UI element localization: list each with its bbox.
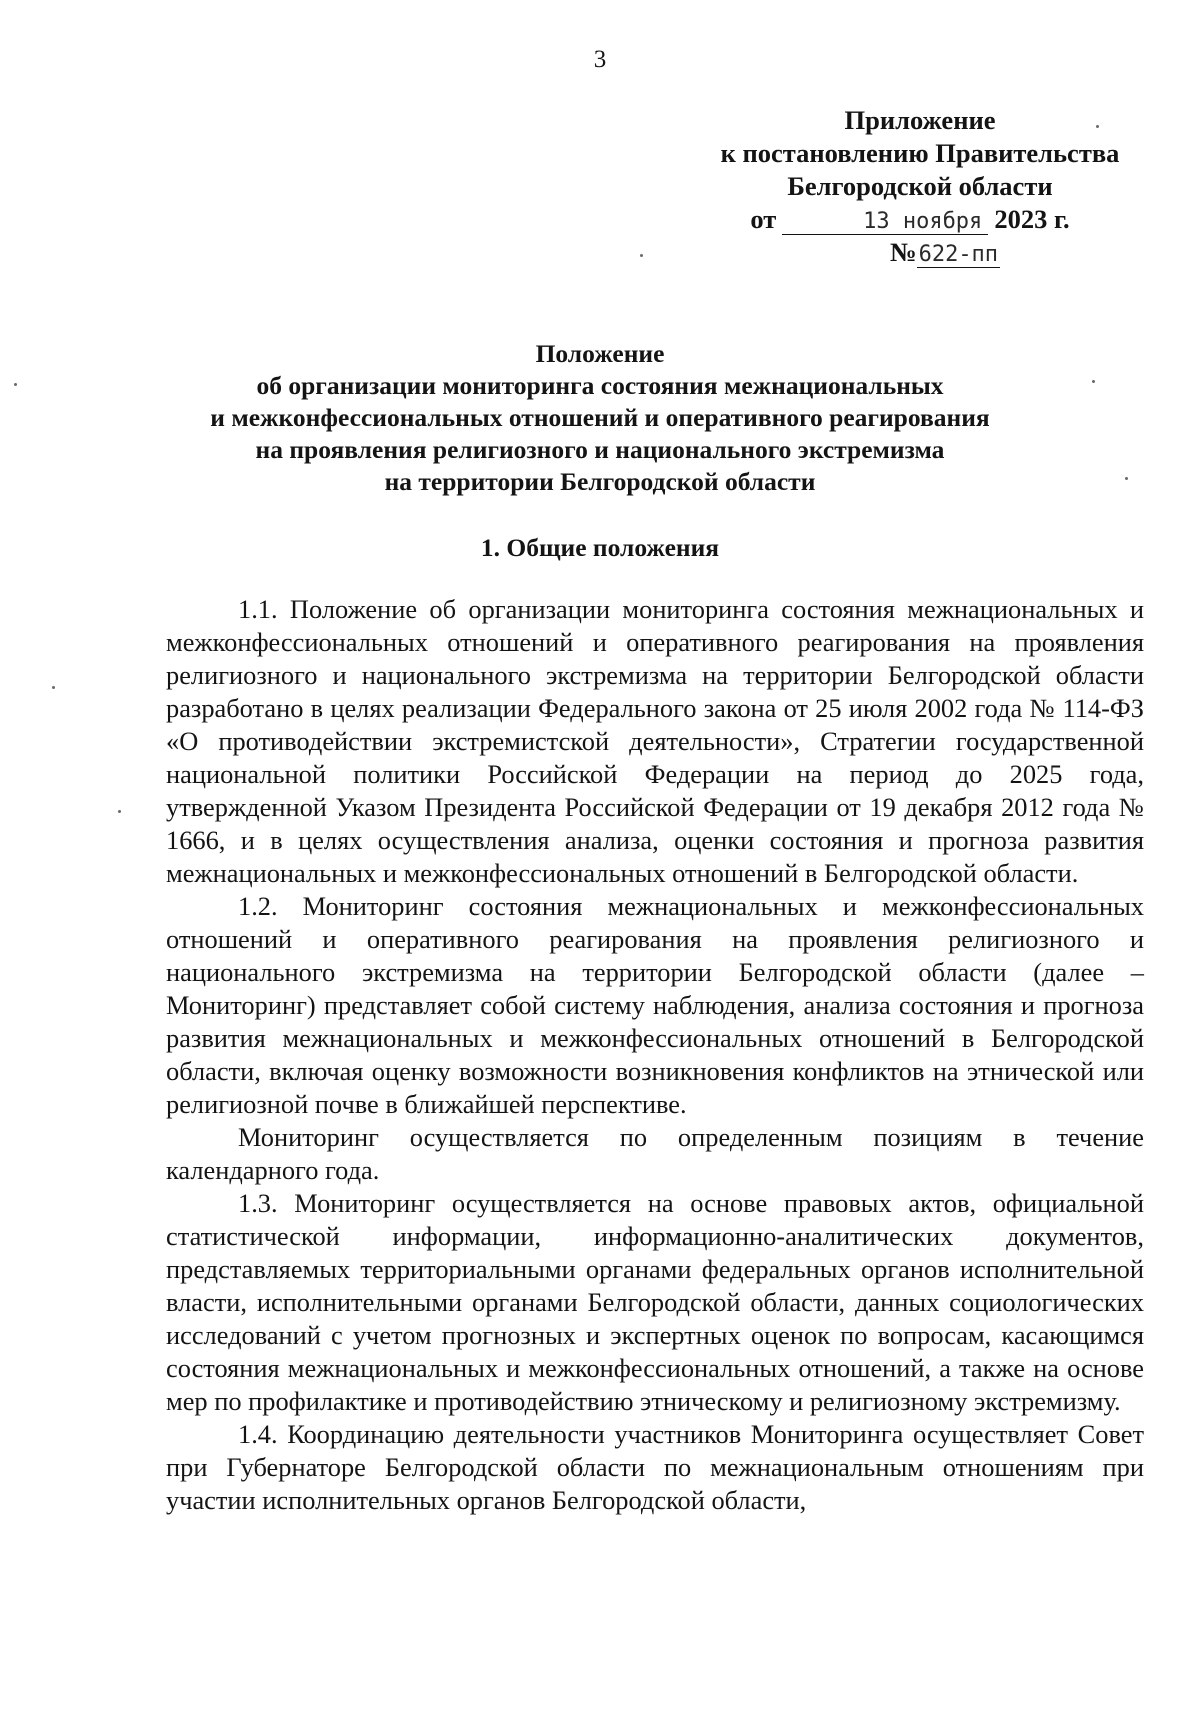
approval-resolution-line: к постановлению Правительства [720, 138, 1120, 168]
paragraph-1-2: 1.2. Мониторинг состояния межнациональных и межконфессиональных отношений и оперативного реагирования на проявления религиозного и национального экстремизма на территории Белгородской области (далее – Мониторинг) представляет собой систему наблюдения, анализа состояния и прогноза развития межнациональных и межконфессиональных отношений в Белгородской области, включая оценку возможности возникновения конфликтов на этнической или религиозной почве в ближайшей перспективе. [166, 891, 1144, 1119]
paragraph-1-1: 1.1. Положение об организации мониторинга состояния межнациональных и межконфессиональных отношений и оперативного реагирования на проявления религиозного и национального экстремизма на территории Белгородской области разработано в целях реализации Федерального закона от 25 июля 2002 года № 114-ФЗ «О противодействии экстремистской деятельности», Стратегии государственной национальной политики Российской Федерации на период до 2025 года, утвержденной Указом Президента Российской Федерации от 19 декабря 2012 года № 1666, и в целях осуществления анализа, оценки состояния и прогноза развития межнациональных и межконфессиональных отношений в Белгородской области. [166, 594, 1144, 888]
title-line-3: и межконфессиональных отношений и оперативного реагирования [210, 403, 990, 432]
body-text [166, 593, 1144, 1517]
title-line-5: на территории Белгородской области [384, 467, 816, 496]
paragraph-1-4: 1.4. Координацию деятельности участников Мониторинга осуществляет Совет при Губернаторе Белгородской области по межнациональным отношениям при участии исполнительных органов Белгородской области, [166, 1419, 1144, 1515]
scan-speck [1096, 125, 1099, 128]
date-suffix: 2023 г. [994, 204, 1070, 234]
scan-speck [118, 810, 121, 813]
section-heading: 1. Общие положения [480, 533, 720, 562]
scan-speck [640, 254, 643, 257]
paragraph-1-3: 1.3. Мониторинг осуществляется на основе правовых актов, официальной статистической информации, информационно-аналитических документов, представляемых территориальными органами федеральных органов исполнительной власти, исполнительными органами Белгородской области, данных социологических исследований с учетом прогнозных и экспертных оценок по вопросам, касающимся состояния межнациональных и межконфессиональных отношений, а также на основе мер по профилактике и противодействию этническому и религиозному экстремизму. [166, 1188, 1144, 1416]
approval-block [700, 104, 1140, 269]
title-line-1: Положение [535, 339, 665, 368]
scan-speck [1092, 380, 1095, 383]
approval-number-line [750, 236, 1140, 269]
handwritten-number: 622-пп [918, 242, 999, 267]
handwritten-date: 13 ноября [782, 210, 988, 235]
title-line-2: об организации мониторинга состояния межнациональных [256, 371, 944, 400]
approval-title: Приложение [844, 105, 996, 135]
title-line-4: на проявления религиозного и национального экстремизма [255, 435, 945, 464]
page-number: 3 [593, 46, 607, 73]
document-title [0, 338, 1200, 498]
approval-date-line [680, 203, 1140, 236]
number-prefix: № [889, 237, 917, 267]
paragraph-monitoring-period: Мониторинг осуществляется по определенным позициям в течение календарного года. [166, 1122, 1144, 1185]
approval-region-line: Белгородской области [787, 171, 1053, 201]
scan-speck [52, 686, 55, 689]
date-prefix: от [750, 204, 777, 234]
scan-speck [14, 383, 17, 386]
scan-speck [1125, 477, 1128, 480]
